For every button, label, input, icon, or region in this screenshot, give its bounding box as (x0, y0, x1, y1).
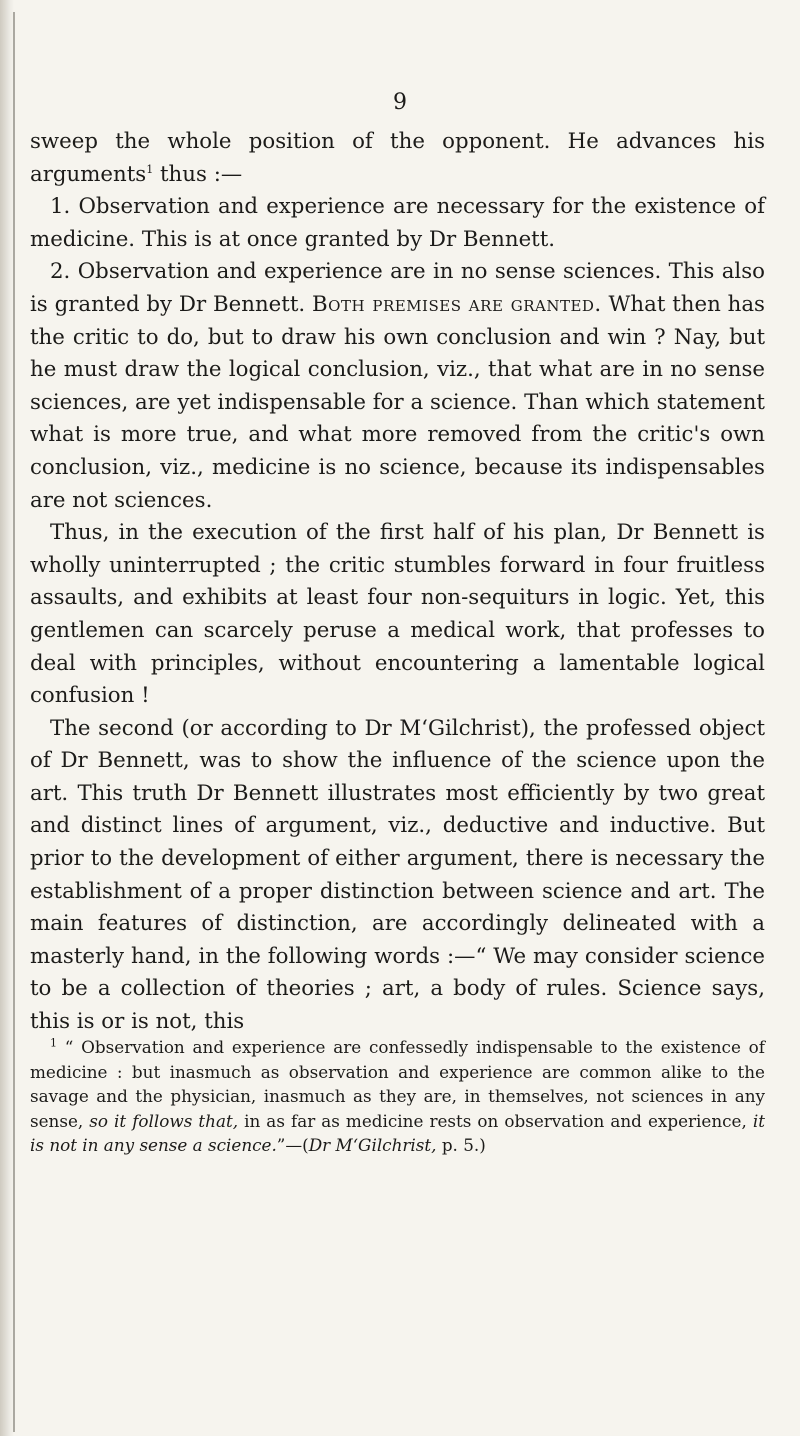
page-gutter-shadow (0, 0, 14, 1436)
footnote-marker: 1 (50, 1036, 57, 1050)
footnote-text-start: “ Observation and experience are confessedly indispensable to the existence of medicine : but inasmuch as observation and experience are common alike to the savage and the physician, inasmuch as they are, in themselves, not sciences in any sense, (30, 1037, 765, 1131)
binding-edge (13, 12, 15, 1432)
paragraph-1-text: sweep the whole position of the opponent. He advances his arguments (30, 129, 765, 187)
footnote-emphasis-2: it is not in any sense a science. (30, 1110, 765, 1156)
footnote-text-middle: in as far as medicine rests on observation and experience, (238, 1110, 753, 1131)
footnote-text-end: ”—( (276, 1135, 309, 1156)
footnote (30, 1035, 765, 1158)
paragraph-4: Thus, in the execution of the first half of his plan, Dr Bennett is wholly uninterrupted ; the critic stumbles forward in four fruitless assaults, and exhibits at least four non-sequiturs in logic. Yet, this gentlemen can scarcely peruse a medical work, that professes to deal with principles, without encountering a lamentable logical confusion ! (30, 520, 765, 709)
footnote-citation-page: p. 5.) (436, 1135, 486, 1156)
paragraph-3 (30, 256, 765, 517)
paragraph-1 (30, 126, 765, 191)
footnote-reference: 1 (146, 162, 154, 176)
paragraph-3-text-end: What then has the critic to do, but to draw his own conclusion and win ? Nay, but he must draw the logical conclusion, viz., that what are in no sense sciences, are yet indispensable for a science. Than which statement what is more true, and what more removed from the critic's own conclusion, viz., medicine is no science, because its indispensables are not sciences. (30, 291, 765, 513)
paragraph-2: 1. Observation and experience are necessary for the existence of medicine. This is at once granted by Dr Bennett. (30, 194, 765, 252)
premises-granted-emphasis: Both premises are granted. (312, 291, 602, 317)
paragraph-1-text-end: thus :— (153, 161, 243, 187)
body-text (30, 126, 765, 1039)
footnote-citation-author: Dr M‘Gilchrist, (308, 1135, 437, 1156)
paragraph-3-text: 2. Observation and experience are in no sense sciences. This also is granted by Dr Bennett. (30, 259, 765, 317)
page-number: 9 (393, 90, 407, 115)
footnote-emphasis-1: so it follows that, (89, 1110, 239, 1131)
footnote-text (30, 1035, 765, 1158)
paragraph-5: The second (or according to Dr M‘Gilchrist), the professed object of Dr Bennett, was to show the influence of the science upon the art. This truth Dr Bennett illustrates most efficiently by two great and distinct lines of argument, viz., deductive and inductive. But prior to the development of either argument, there is necessary the establishment of a proper distinction between science and art. The main features of distinction, are accordingly delineated with a masterly hand, in the following words :—“ We may consider science to be a collection of theories ; art, a body of rules. Science says, this is or is not, this (30, 715, 765, 1035)
